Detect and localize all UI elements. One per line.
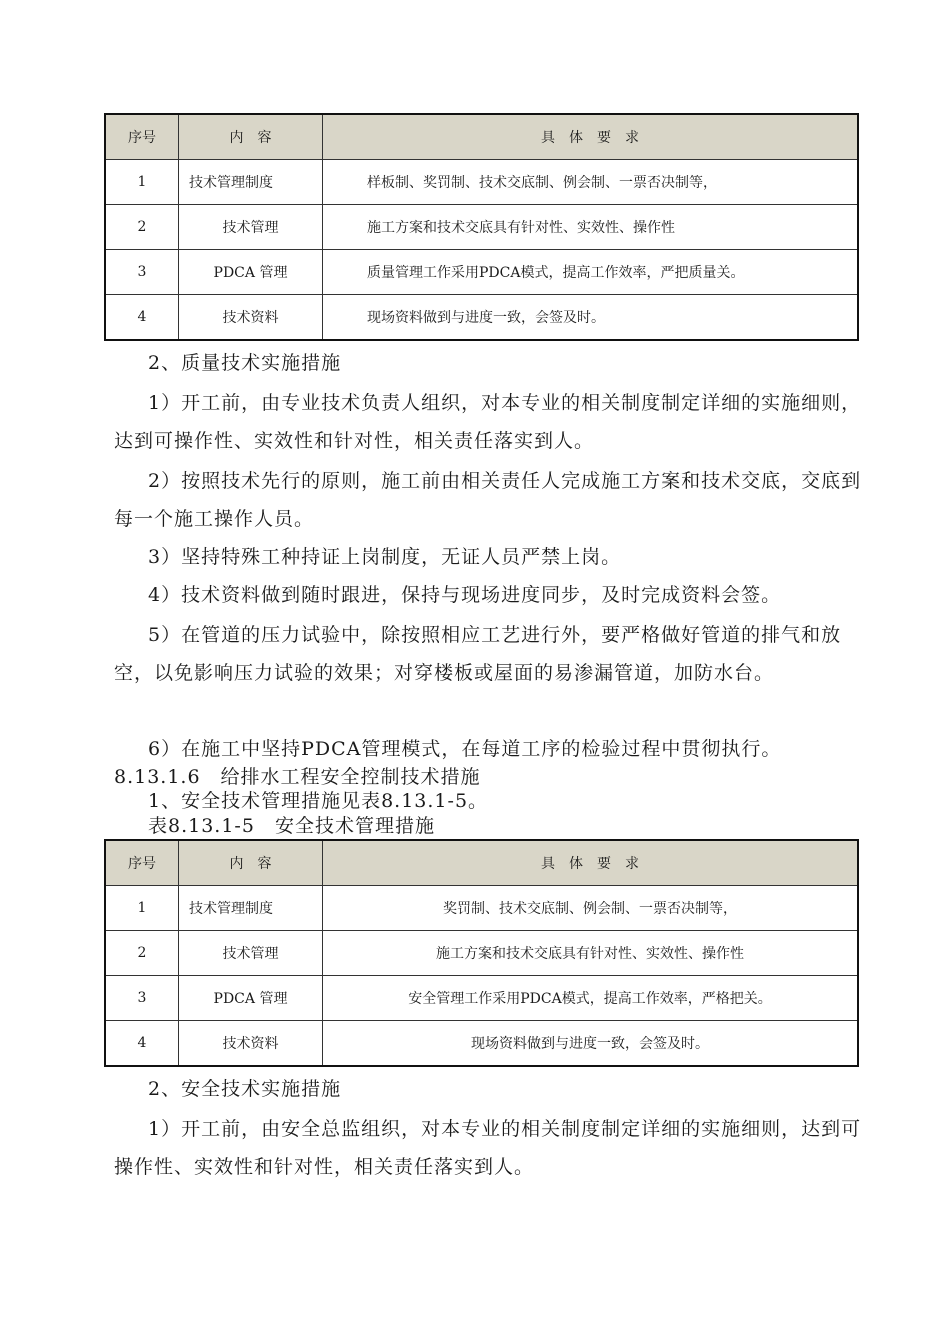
paragraph: 6）在施工中坚持PDCA管理模式，在每道工序的检验过程中贯彻执行。 — [148, 738, 782, 760]
row-index: 4 — [105, 1021, 179, 1067]
table-row — [105, 250, 858, 295]
table-row — [105, 976, 858, 1021]
section-title: 8.13.1.6 给排水工程安全控制技术措施 — [114, 766, 481, 788]
row-content: 技术管理 — [179, 205, 323, 250]
safety-measures-table — [104, 839, 859, 1067]
row-content: 技术管理制度 — [179, 160, 323, 205]
row-content: 技术资料 — [179, 1021, 323, 1067]
table-row — [105, 931, 858, 976]
row-requirement: 样板制、奖罚制、技术交底制、例会制、一票否决制等， — [323, 160, 859, 205]
table-caption: 表8.13.1-5 安全技术管理措施 — [148, 815, 435, 837]
header-index: 序号 — [105, 114, 179, 160]
table-row — [105, 205, 858, 250]
table-header-row — [105, 114, 858, 160]
paragraph: 3）坚持特殊工种持证上岗制度，无证人员严禁上岗。 — [148, 546, 622, 568]
paragraph: 5）在管道的压力试验中，除按照相应工艺进行外，要严格做好管道的排气和放空，以免影响压力试验的效果；对穿楼板或屋面的易渗漏管道，加防水台。 — [114, 624, 842, 684]
table-row — [105, 886, 858, 931]
row-index: 4 — [105, 295, 179, 341]
paragraph: 1）开工前，由安全总监组织，对本专业的相关制度制定详细的实施细则，达到可操作性、实效性和针对性，相关责任落实到人。 — [114, 1118, 862, 1178]
table-header-row — [105, 840, 858, 886]
row-requirement: 施工方案和技术交底具有针对性、实效性、操作性 — [323, 205, 859, 250]
header-requirements: 具 体 要 求 — [323, 840, 859, 886]
section-heading: 2、安全技术实施措施 — [148, 1078, 342, 1100]
table-row — [105, 160, 858, 205]
paragraph: 2）按照技术先行的原则，施工前由相关责任人完成施工方案和技术交底，交底到每一个施工操作人员。 — [114, 470, 862, 530]
row-content: 技术管理 — [179, 931, 323, 976]
row-content: 技术管理制度 — [179, 886, 323, 931]
quality-measures-table — [104, 113, 859, 341]
row-requirement: 安全管理工作采用PDCA模式，提高工作效率，严格把关。 — [323, 976, 859, 1021]
row-requirement: 施工方案和技术交底具有针对性、实效性、操作性 — [323, 931, 859, 976]
section-heading: 2、质量技术实施措施 — [148, 352, 342, 374]
row-requirement: 奖罚制、技术交底制、例会制、一票否决制等， — [323, 886, 859, 931]
row-index: 3 — [105, 250, 179, 295]
row-requirement: 质量管理工作采用PDCA模式，提高工作效率，严把质量关。 — [323, 250, 859, 295]
row-index: 1 — [105, 886, 179, 931]
row-requirement: 现场资料做到与进度一致，会签及时。 — [323, 295, 859, 341]
header-content: 内 容 — [179, 114, 323, 160]
row-index: 2 — [105, 205, 179, 250]
row-index: 1 — [105, 160, 179, 205]
row-index: 2 — [105, 931, 179, 976]
section-intro: 1、安全技术管理措施见表8.13.1-5。 — [148, 790, 489, 812]
paragraph: 1）开工前，由专业技术负责人组织，对本专业的相关制度制定详细的实施细则，达到可操作性、实效性和针对性，相关责任落实到人。 — [114, 392, 862, 452]
paragraph: 4）技术资料做到随时跟进，保持与现场进度同步，及时完成资料会签。 — [148, 584, 782, 606]
header-index: 序号 — [105, 840, 179, 886]
row-content: PDCA 管理 — [179, 976, 323, 1021]
header-requirements: 具 体 要 求 — [323, 114, 859, 160]
table-row — [105, 1021, 858, 1067]
row-index: 3 — [105, 976, 179, 1021]
row-requirement: 现场资料做到与进度一致，会签及时。 — [323, 1021, 859, 1067]
header-content: 内 容 — [179, 840, 323, 886]
row-content: 技术资料 — [179, 295, 323, 341]
table-row — [105, 295, 858, 341]
row-content: PDCA 管理 — [179, 250, 323, 295]
